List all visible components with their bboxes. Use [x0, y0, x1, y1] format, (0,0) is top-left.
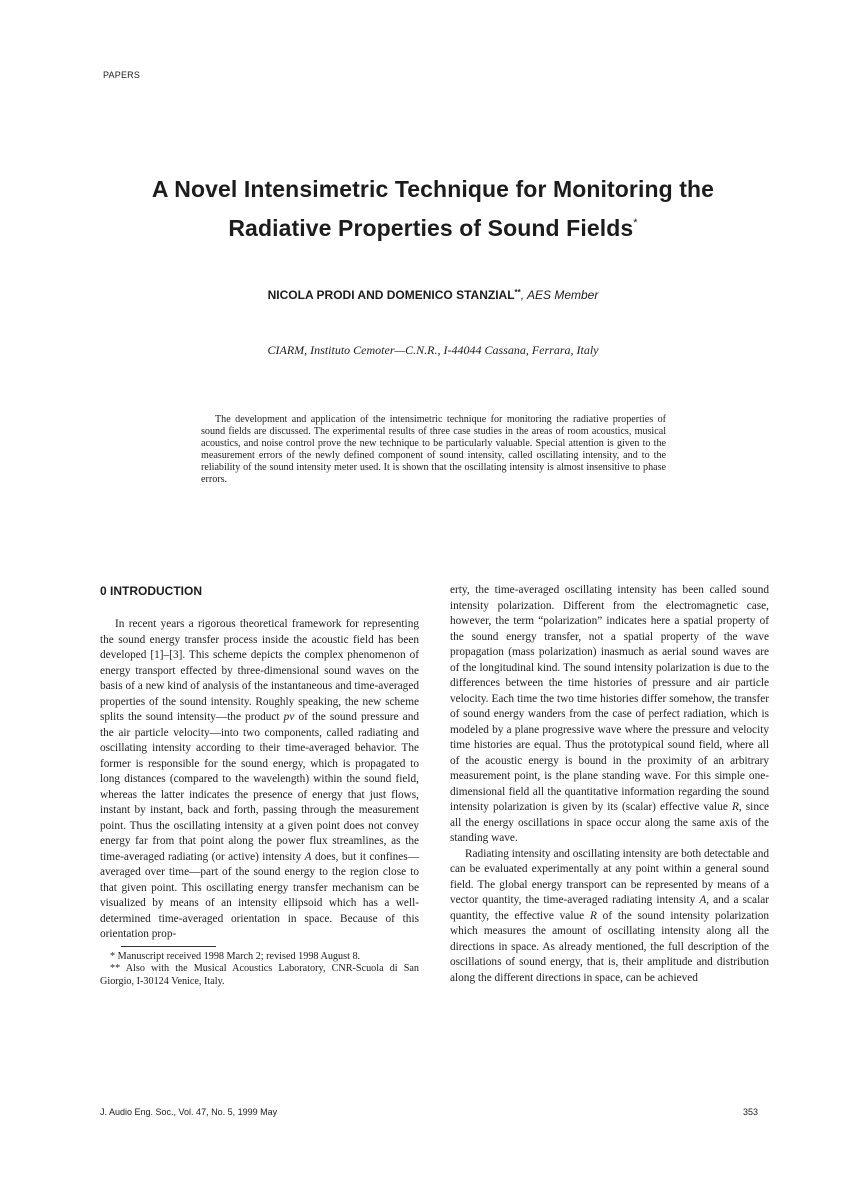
article-title [60, 172, 806, 245]
left-column [100, 583, 419, 988]
footnote: ** Also with the Musical Acoustics Laboratory, CNR-Scuola di San Giorgio, I-30124 Venice, Italy. [100, 963, 419, 987]
right-column [450, 583, 769, 986]
text-run: does, but it confines—averaged over time—part of the sound energy to the region close to that given point. This oscillating energy transfer mechanism can be visualized by means of an intensity ellipsoid which has a well-determined time-averaged orientation in space. Because of this orientation prop- [100, 850, 419, 940]
math-symbol: A [304, 850, 312, 863]
math-symbol: R [589, 909, 597, 922]
math-symbol: A [699, 894, 707, 906]
journal-citation: J. Audio Eng. Soc., Vol. 47, No. 5, 1999 May [100, 1107, 278, 1117]
text-run: , and a scalar quantity, the effective value [450, 894, 769, 922]
math-symbol: pv [283, 711, 295, 723]
author-footnote-mark: ** [514, 288, 521, 297]
text-run: Radiating intensity and oscillating intensity are both detectable and can be evaluated experimentally at any point within a general sound field. The global energy transport can be represented by means of a vector quantity, the time-averaged radiating intensity [450, 847, 769, 906]
text-run: erty, the time-averaged oscillating intensity has been called sound intensity polarization. Different from the electromagnetic case, however, the term “polarization” indicates here a spatial property of the sound energy transfer, not a spatial property of the wave propagation (mass polarization) inasmuch as aerial sound waves are of the longitudinal kind. The sound intensity polarization is due to the differences between the time histories of pressure and air particle velocity. Each time the two time histories differ somehow, the transfer of sound energy wanders from the case of perfect radiation, which is modeled by a plane progressive wave where the pressure and velocity time histories are equal. Thus the prototypical sound field, where all of the acoustic energy is bound in the proximity of an arbitrary measurement point, is the plane standing wave. For this simple one-dimensional field all the quantitative information regarding the sound intensity polarization is given by its (scalar) effective value [450, 584, 769, 813]
title-line-1: A Novel Intensimetric Technique for Monitoring the [151, 176, 715, 202]
author-line [60, 288, 806, 302]
author-membership: , AES Member [520, 288, 599, 302]
footnote: * Manuscript received 1998 March 2; revised 1998 August 8. [110, 950, 361, 962]
body-paragraph [450, 847, 769, 987]
text-run: of the sound intensity polarization which measures the amount of oscillating intensity along all the directions in space. As already mentioned, the full description of the oscillations of sound energy, that is, their amplitude and distribution along the different directions in space, can be achieved [450, 909, 770, 984]
text-run: , since all the energy oscillations in space occur along the same axis of the standing wave. [450, 801, 769, 844]
title-footnote-mark: * [633, 217, 638, 229]
math-symbol: R [731, 801, 739, 813]
body-paragraph-continued [450, 583, 769, 847]
section-heading: 0 INTRODUCTION [100, 584, 202, 598]
running-header: PAPERS [103, 70, 141, 80]
affiliation: CIARM, Instituto Cemoter—C.N.R., I-44044 Cassana, Ferrara, Italy [267, 343, 599, 357]
body-paragraph [100, 617, 419, 943]
author-names: NICOLA PRODI AND DOMENICO STANZIAL [267, 288, 515, 302]
text-run: of the sound pressure and the air particle velocity—into two components, called radiating and oscillating intensity according to their time-averaged behavior. The former is responsible for the sound energy, which is propagated to long distances (compared to the wavelength) within the sound field, whereas the latter indicates the presence of energy that just flows, instant by instant, back and forth, passing through the measurement point. Thus the oscillating intensity at a given point does not convey energy far from that point along the power flux streamlines, as the time-averaged radiating (or active) intensity [100, 711, 419, 863]
title-line-2: Radiative Properties of Sound Fields [228, 215, 634, 241]
text-run: In recent years a rigorous theoretical framework for representing the sound energy transfer process inside the acoustic field has been developed [1]–[3]. This scheme depicts the complex phenomenon of energy transport effected by three-dimensional sound waves on the basis of a new kind of analysis of the instantaneous and time-averaged properties of the sound intensity. Roughly speaking, the new scheme splits the sound intensity—the product [100, 618, 419, 723]
footnote-divider [121, 946, 216, 947]
abstract: The development and application of the intensimetric technique for monitoring the radiative properties of sound fields are discussed. The experimental results of three case studies in the areas of room acoustics, musical acoustics, and noise control prove the new technique to be particularly valuable. Special attention is given to the measurement errors of the newly defined component of sound intensity, called oscillating intensity, and to the reliability of the sound intensity meter used. It is shown that the oscillating intensity is almost insensitive to phase errors. [201, 414, 666, 485]
page-number: 353 [743, 1107, 759, 1117]
